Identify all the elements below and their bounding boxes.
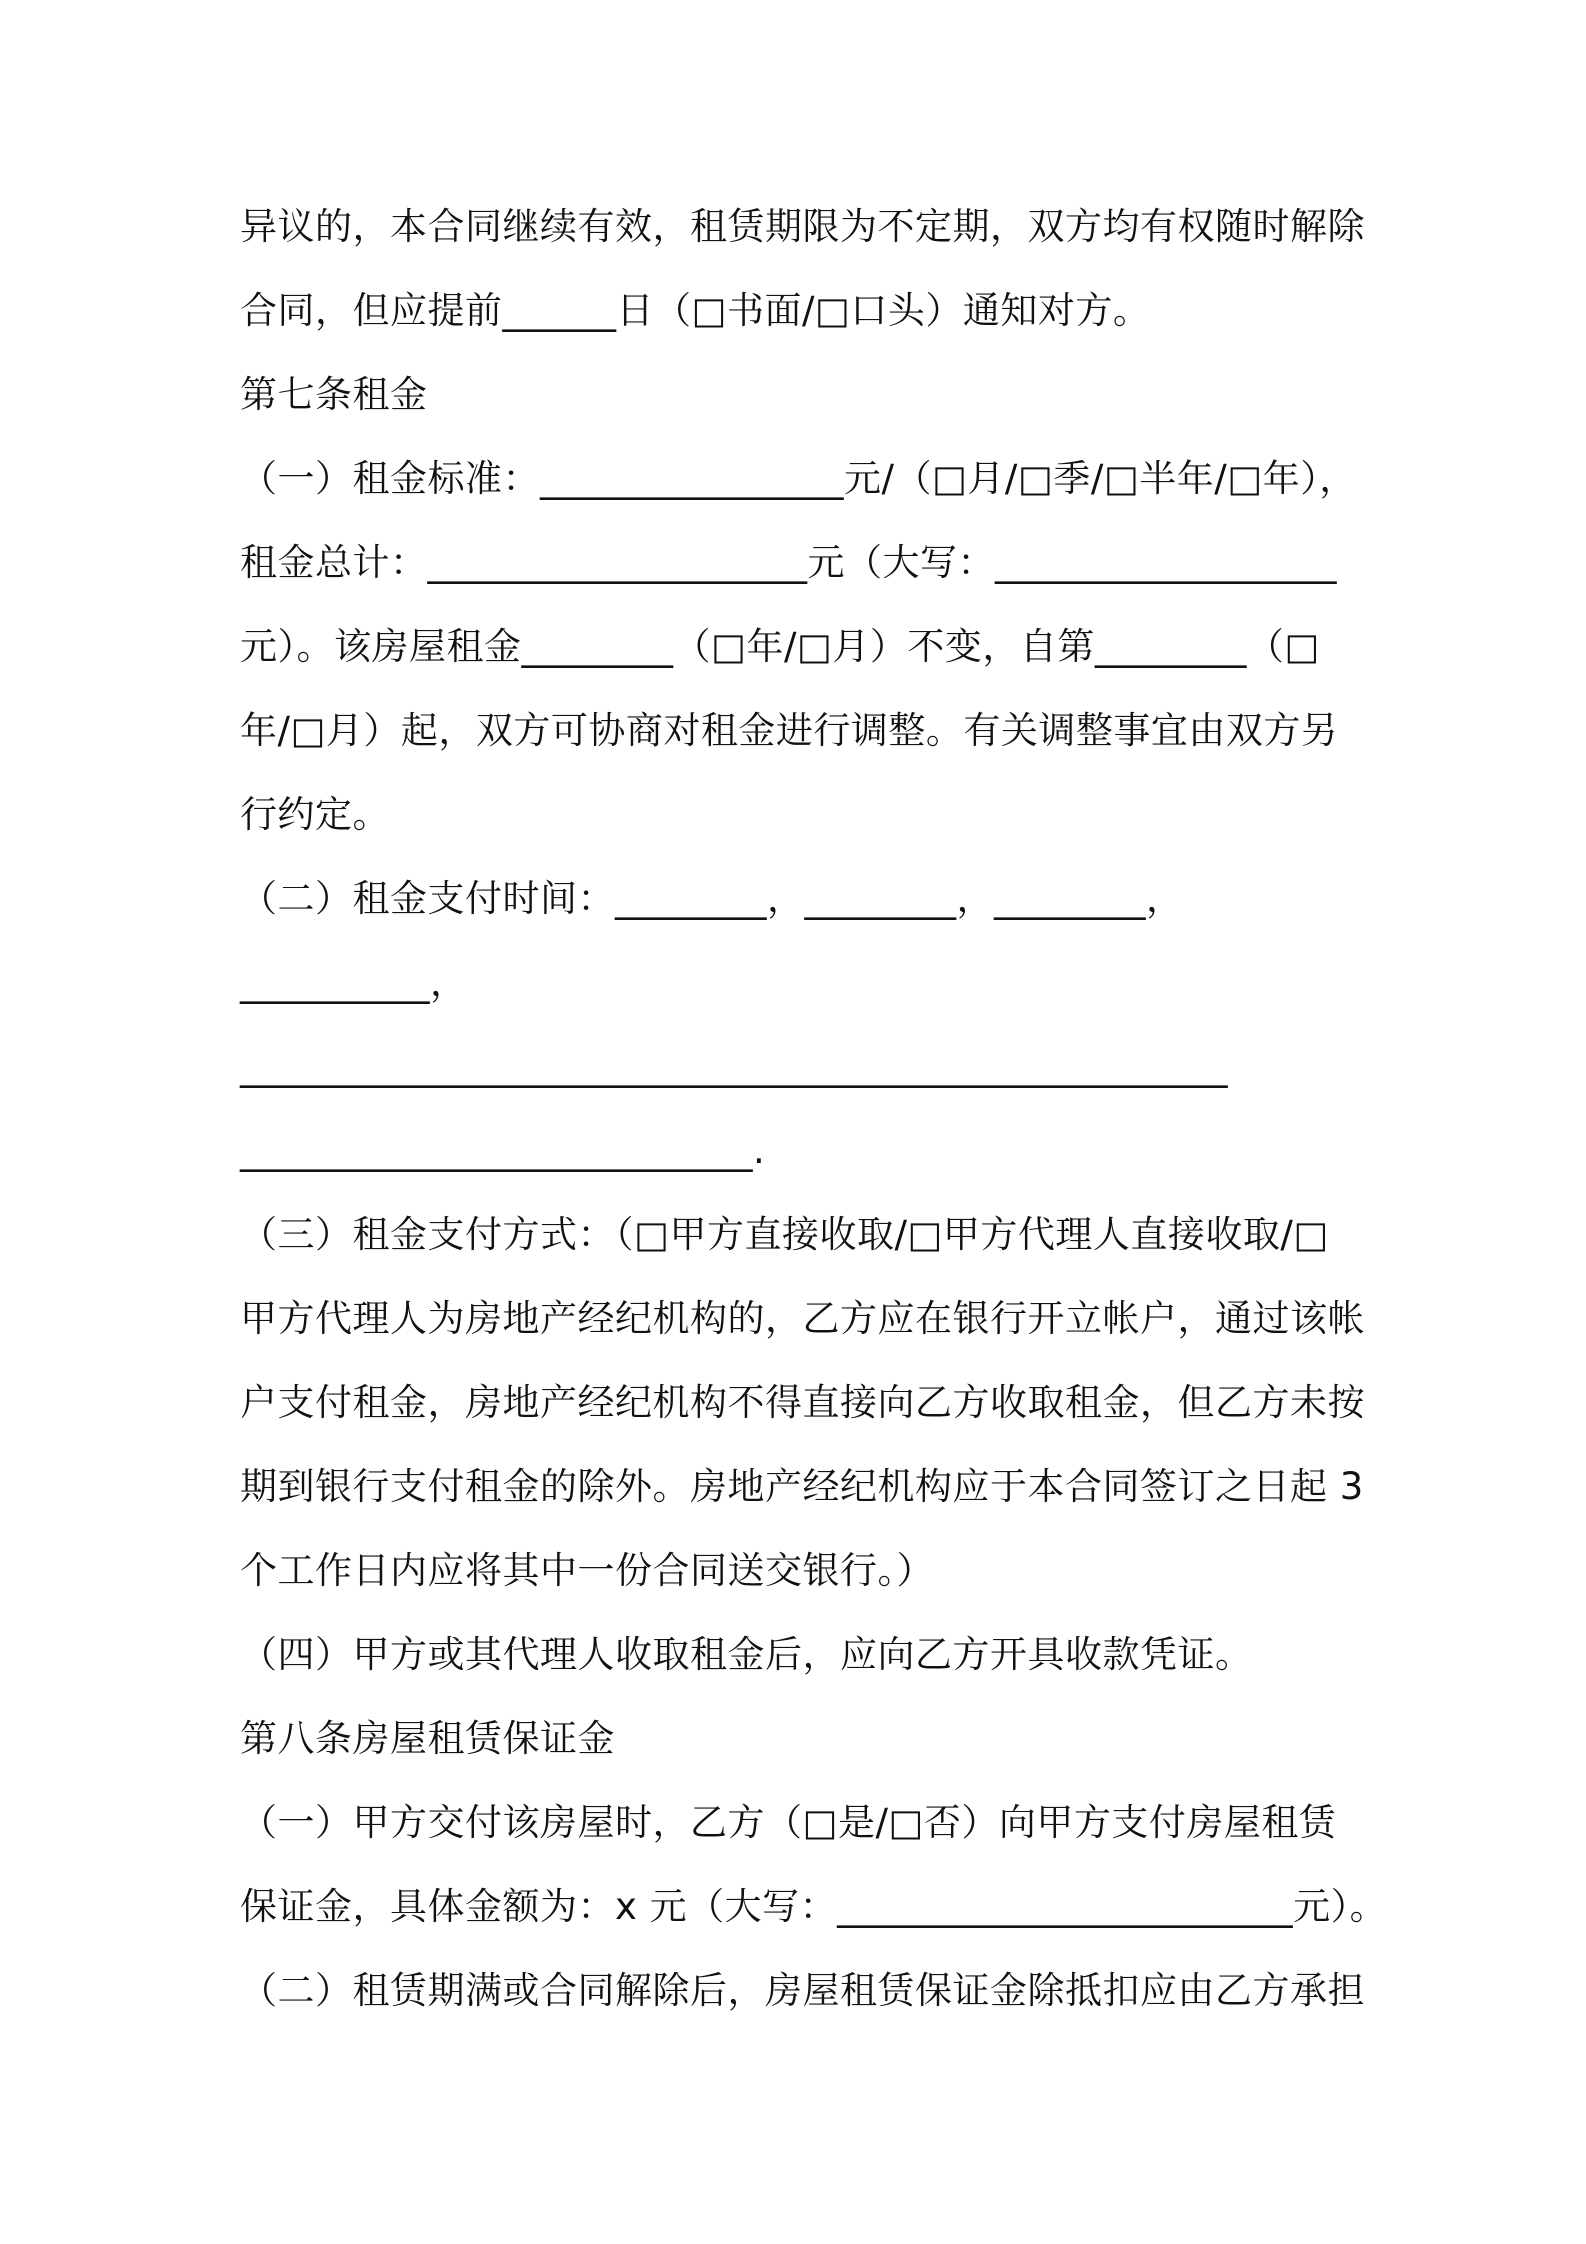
paragraph-line: （三）租金支付方式：（□甲方直接收取/□甲方代理人直接收取/□ [240,1213,1329,1256]
paragraph-line: （二）租金支付时间：________，________，________， [240,877,1184,920]
paragraph-line: 个工作日内应将其中一份合同送交银行。） [240,1549,934,1592]
paragraph-line: （二）租赁期满或合同解除后，房屋租赁保证金除抵扣应由乙方承担 [240,1969,1365,2012]
paragraph-line: 租金总计：____________________元（大写：__________________ [240,541,1337,584]
paragraph-line: 年/□月）起，双方可协商对租金进行调整。有关调整事宜由双方另 [240,709,1339,752]
paragraph-line: 甲方代理人为房地产经纪机构的，乙方应在银行开立帐户，通过该帐 [240,1297,1365,1340]
paragraph-line: ____________________________________________________ [240,1045,1228,1088]
paragraph-line: 合同，但应提前______日（□书面/□口头）通知对方。 [240,289,1151,332]
paragraph-line: 期到银行支付租金的除外。房地产经纪机构应于本合同签订之日起 3 [240,1465,1364,1508]
paragraph-line: 异议的，本合同继续有效，租赁期限为不定期，双方均有权随时解除 [240,205,1365,248]
paragraph-line: （一）租金标准：________________元/（□月/□季/□半年/□年）， [240,457,1357,500]
paragraph-line: 户支付租金，房地产经纪机构不得直接向乙方收取租金，但乙方未按 [240,1381,1365,1424]
section-heading-article-7: 第七条租金 [240,373,428,416]
paragraph-line: ___________________________. [240,1129,766,1172]
paragraph-line: （一）甲方交付该房屋时，乙方（□是/□否）向甲方支付房屋租赁 [240,1801,1337,1844]
paragraph-line: （四）甲方或其代理人收取租金后，应向乙方开具收款凭证。 [240,1633,1253,1676]
paragraph-line: __________， [240,961,468,1004]
paragraph-line: 行约定。 [240,793,390,836]
paragraph-line: 保证金，具体金额为：x 元（大写：________________________元）。 [240,1885,1388,1928]
paragraph-line: 元）。该房屋租金________（□年/□月）不变，自第________（□ [240,625,1320,668]
section-heading-article-8: 第八条房屋租赁保证金 [240,1717,615,1760]
